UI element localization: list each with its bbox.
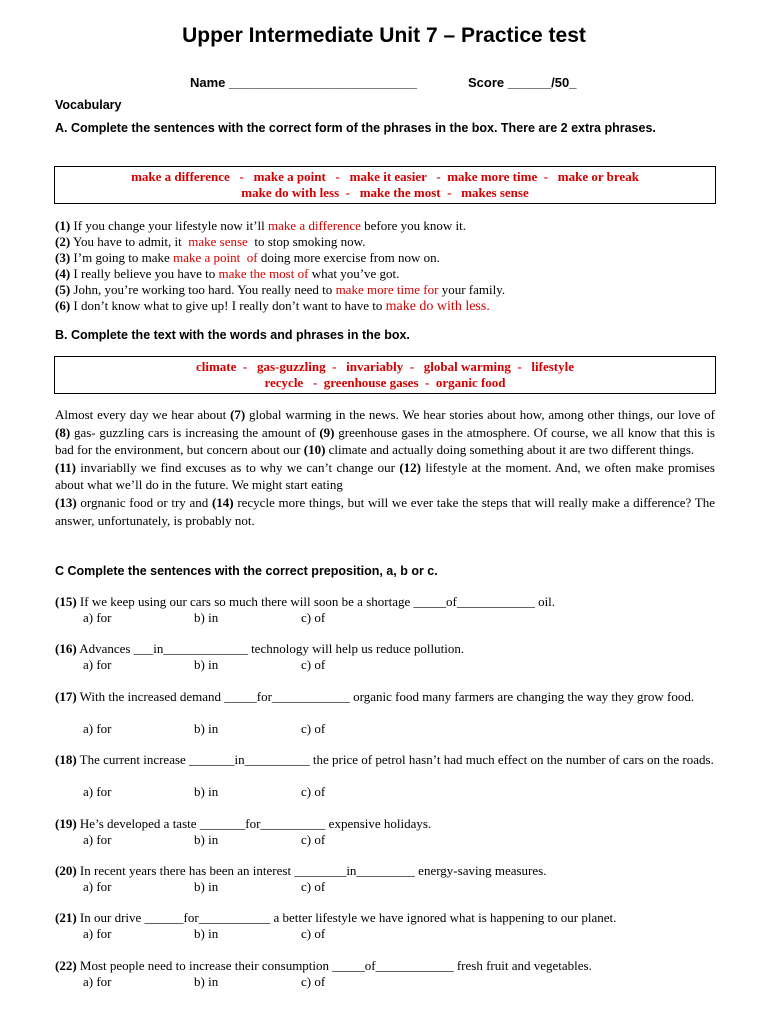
options-17 (83, 721, 325, 737)
option-a: a) for (83, 879, 112, 894)
phrase-box-b-line1: climate - gas-guzzling - invariably - global warming - lifestyle (195, 359, 575, 374)
question-number: (10) (303, 442, 326, 458)
cloze-text-segment: recycle more things, but will we ever take the steps that will really make a difference? The answer, unfortunately, is probably not. (55, 494, 715, 528)
question-22 (55, 958, 715, 974)
options-16 (83, 657, 325, 673)
question-text: In our drive ______for___________ a better lifestyle we have ignored what is happening to our planet. (76, 910, 617, 925)
option-a: a) for (83, 832, 112, 847)
question-text: If we keep using our cars so much there will soon be a shortage _____of____________ oil. (76, 594, 556, 609)
question-number: (2) (55, 234, 71, 249)
phrase-box-b-line2: recycle - greenhouse gases - organic food (264, 375, 506, 390)
question-text: With the increased demand _____for____________ organic food many farmers are changing the way they grow food. (76, 689, 695, 704)
option-a: a) for (83, 926, 112, 941)
options-22 (83, 974, 325, 990)
question-number: (17) (55, 689, 77, 704)
cloze-text-segment: greenhouse gases in the atmosphere. Of course, we all know that this is bad for the environment, but concern about our (55, 424, 715, 458)
answer-text: make a difference (268, 218, 361, 233)
option-a: a) for (83, 974, 112, 989)
sentence-text: to stop smoking now. (247, 234, 366, 249)
question-number: (22) (55, 958, 77, 973)
option-c: c) of (301, 926, 326, 941)
cloze-text-segment: gas- guzzling cars is increasing the amount of (70, 424, 320, 440)
option-a: a) for (83, 721, 112, 736)
section-c-instruction: C Complete the sentences with the correct preposition, a, b or c. (55, 564, 438, 578)
option-b: b) in (194, 657, 219, 672)
sentence-text: I’m going to make (70, 250, 174, 265)
question-text: He’s developed a taste _______for__________ expensive holidays. (76, 816, 432, 831)
answer-text: make more time for (335, 282, 439, 297)
question-number: (13) (55, 494, 77, 510)
question-21 (55, 910, 715, 926)
option-b: b) in (194, 784, 219, 799)
options-21 (83, 926, 325, 942)
option-a: a) for (83, 784, 112, 799)
cloze-text-segment: climate and actually doing something about it are two different things. (325, 442, 695, 458)
sentence-5 (55, 282, 505, 298)
question-number: (1) (55, 218, 71, 233)
phrase-box-a-line2: make do with less - make the most - makes sense (241, 185, 529, 200)
question-number: (5) (55, 282, 71, 297)
sentence-text: your family. (438, 282, 506, 297)
sentence-text: You have to admit, it (70, 234, 189, 249)
cloze-text-segment: Almost every day we hear about (55, 407, 231, 422)
cloze-text-segment: global warming in the news. We hear stories about how, among other things, our love of (245, 407, 715, 422)
sentence-text: If you change your lifestyle now it’ll (70, 218, 269, 233)
question-20 (55, 863, 715, 879)
option-c: c) of (301, 832, 326, 847)
answer-text: make sense (188, 234, 248, 249)
option-a: a) for (83, 657, 112, 672)
option-a: a) for (83, 610, 112, 625)
option-c: c) of (301, 610, 326, 625)
question-18 (55, 752, 715, 768)
question-text: Advances ___in_____________ technology will help us reduce pollution. (76, 641, 465, 656)
question-number: (21) (55, 910, 77, 925)
sentence-4 (55, 266, 399, 282)
question-number: (19) (55, 816, 77, 831)
sentence-text: I really believe you have to (70, 266, 219, 281)
question-15 (55, 594, 715, 610)
sentence-text: what you’ve got. (308, 266, 400, 281)
sentence-6 (55, 298, 490, 315)
question-text: In recent years there has been an interest ________in_________ energy-saving measures. (76, 863, 547, 878)
option-c: c) of (301, 657, 326, 672)
vocabulary-heading: Vocabulary (55, 98, 122, 112)
question-number: (4) (55, 266, 71, 281)
options-20 (83, 879, 325, 895)
sentence-text: doing more exercise from now on. (257, 250, 440, 265)
sentence-2 (55, 234, 365, 250)
sentence-text: John, you’re working too hard. You really need to (70, 282, 336, 297)
question-number: (6) (55, 298, 71, 313)
question-19 (55, 816, 715, 832)
answer-text: make the most of (218, 266, 309, 281)
question-number: (14) (211, 494, 234, 510)
question-number: (18) (55, 752, 77, 767)
page-title: Upper Intermediate Unit 7 – Practice test (182, 24, 586, 47)
question-number: (9) (319, 424, 335, 440)
question-text: The current increase _______in__________ the price of petrol hasn’t had much effect on the number of cars on the roads. (76, 752, 714, 767)
options-15 (83, 610, 325, 626)
option-c: c) of (301, 974, 326, 989)
sentence-text: I don’t know what to give up! I really don’t want to have to (70, 298, 386, 313)
cloze-text (55, 406, 715, 529)
options-19 (83, 832, 325, 848)
answer-text: make do with less. (385, 299, 490, 314)
phrase-box-a-line1: make a difference - make a point - make it easier - make more time - make or break (131, 169, 639, 184)
question-number: (3) (55, 250, 71, 265)
option-c: c) of (301, 721, 326, 736)
sentence-1 (55, 218, 466, 234)
options-18 (83, 784, 325, 800)
question-number: (7) (230, 407, 246, 422)
phrase-box-a (54, 166, 716, 204)
cloze-text-segment: orgnanic food or try and (76, 494, 212, 510)
option-b: b) in (194, 721, 219, 736)
option-b: b) in (194, 926, 219, 941)
cloze-paragraph-2 (55, 459, 715, 494)
answer-text: make a point of (173, 250, 258, 265)
cloze-paragraph-3 (55, 494, 715, 529)
question-number: (8) (55, 424, 71, 440)
cloze-text-segment: invariablly we find excuses as to why we can’t change our (75, 459, 400, 475)
question-number: (16) (55, 641, 77, 656)
cloze-text-segment: lifestyle at the moment. And, we often make promises about what we’ll do in the future. We might start eating (55, 459, 715, 493)
section-b-instruction: B. Complete the text with the words and phrases in the box. (55, 328, 410, 342)
option-b: b) in (194, 879, 219, 894)
question-number: (15) (55, 594, 77, 609)
name-field: Name __________________________ (190, 75, 417, 90)
section-a-instruction: A. Complete the sentences with the correct form of the phrases in the box. There are 2 extra phrases. (55, 121, 656, 135)
option-b: b) in (194, 974, 219, 989)
question-text: Most people need to increase their consumption _____of____________ fresh fruit and vegetables. (76, 958, 592, 973)
question-number: (20) (55, 863, 77, 878)
option-b: b) in (194, 832, 219, 847)
question-17 (55, 689, 715, 705)
cloze-paragraph-1 (55, 406, 715, 459)
sentence-text: before you know it. (360, 218, 466, 233)
phrase-box-b (54, 356, 716, 394)
question-number: (12) (399, 459, 421, 475)
option-b: b) in (194, 610, 219, 625)
question-number: (11) (55, 459, 76, 475)
option-c: c) of (301, 879, 326, 894)
score-field: Score ______/50_ (468, 75, 577, 90)
sentence-3 (55, 250, 440, 266)
option-c: c) of (301, 784, 326, 799)
question-16 (55, 641, 715, 657)
